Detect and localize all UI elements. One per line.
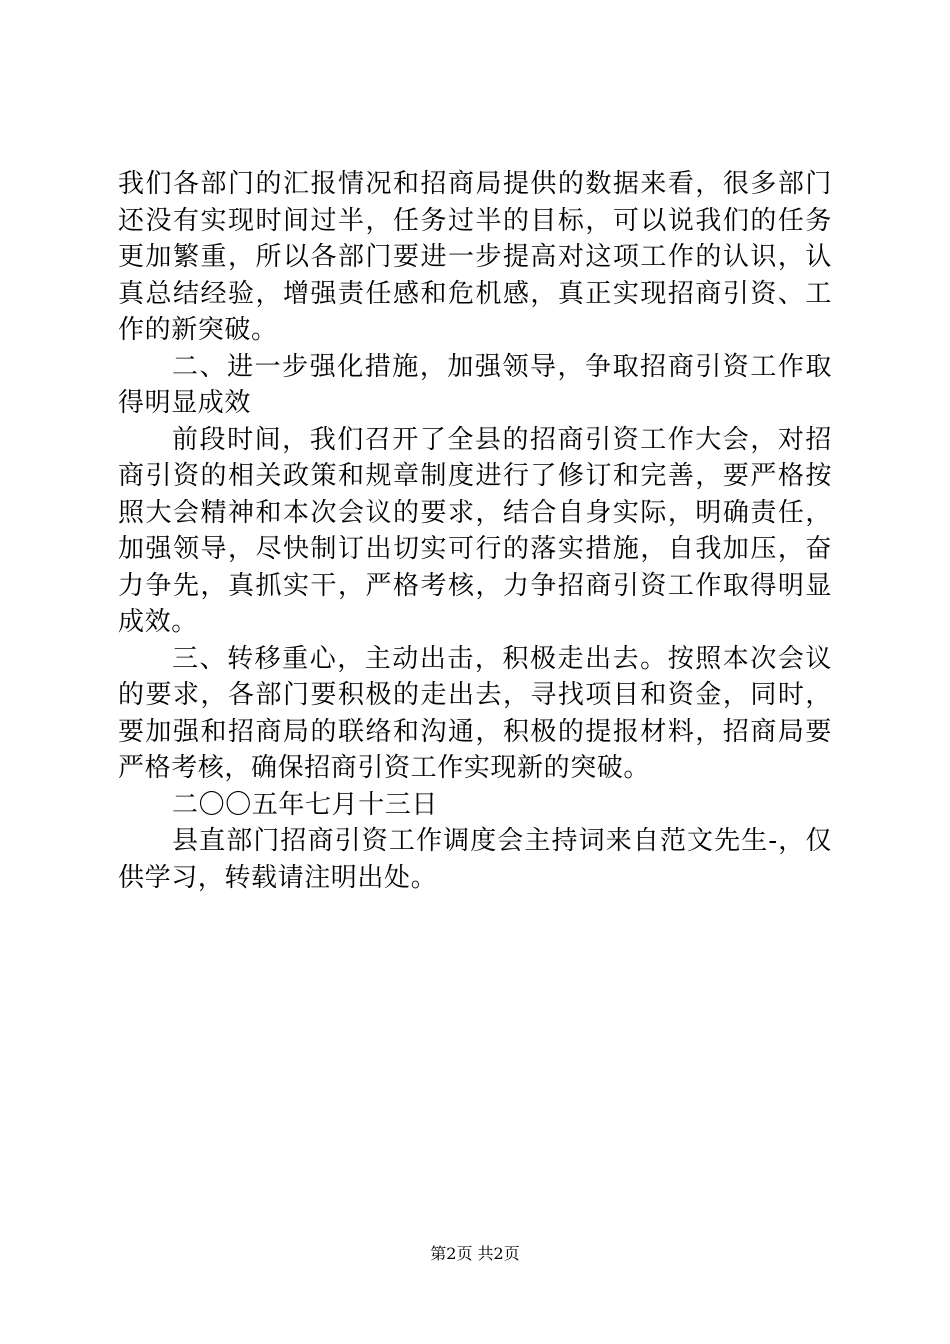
section-heading-two: 二、进一步强化措施，加强领导，争取招商引资工作取得明显成效	[118, 351, 832, 418]
paragraph-meeting: 前段时间，我们召开了全县的招商引资工作大会，对招商引资的相关政策和规章制度进行了修订和完善，要严格按照大会精神和本次会议的要求，结合自身实际，明确责任，加强领导，尽快制订出切实可行的落实措施，自我加压，奋力争先，真抓实干，严格考核，力争招商引资工作取得明显成效。	[118, 424, 832, 637]
section-heading-three: 三、转移重心，主动出击，积极走出去。按照本次会议的要求，各部门要积极的走出去，寻找项目和资金，同时，要加强和招商局的联络和沟通，积极的提报材料，招商局要严格考核，确保招商引资工作实现新的突破。	[118, 643, 832, 783]
document-body	[118, 166, 832, 896]
paragraph-continuation: 我们各部门的汇报情况和招商局提供的数据来看，很多部门还没有实现时间过半，任务过半的目标，可以说我们的任务更加繁重，所以各部门要进一步提高对这项工作的认识，认真总结经验，增强责任感和危机感，真正实现招商引资、工作的新突破。	[118, 169, 832, 345]
page-footer: 第2页 共2页	[430, 1244, 520, 1263]
source-note: 县直部门招商引资工作调度会主持词来自范文先生-，仅供学习，转载请注明出处。	[118, 826, 832, 893]
document-date: 二〇〇五年七月十三日	[172, 789, 439, 820]
